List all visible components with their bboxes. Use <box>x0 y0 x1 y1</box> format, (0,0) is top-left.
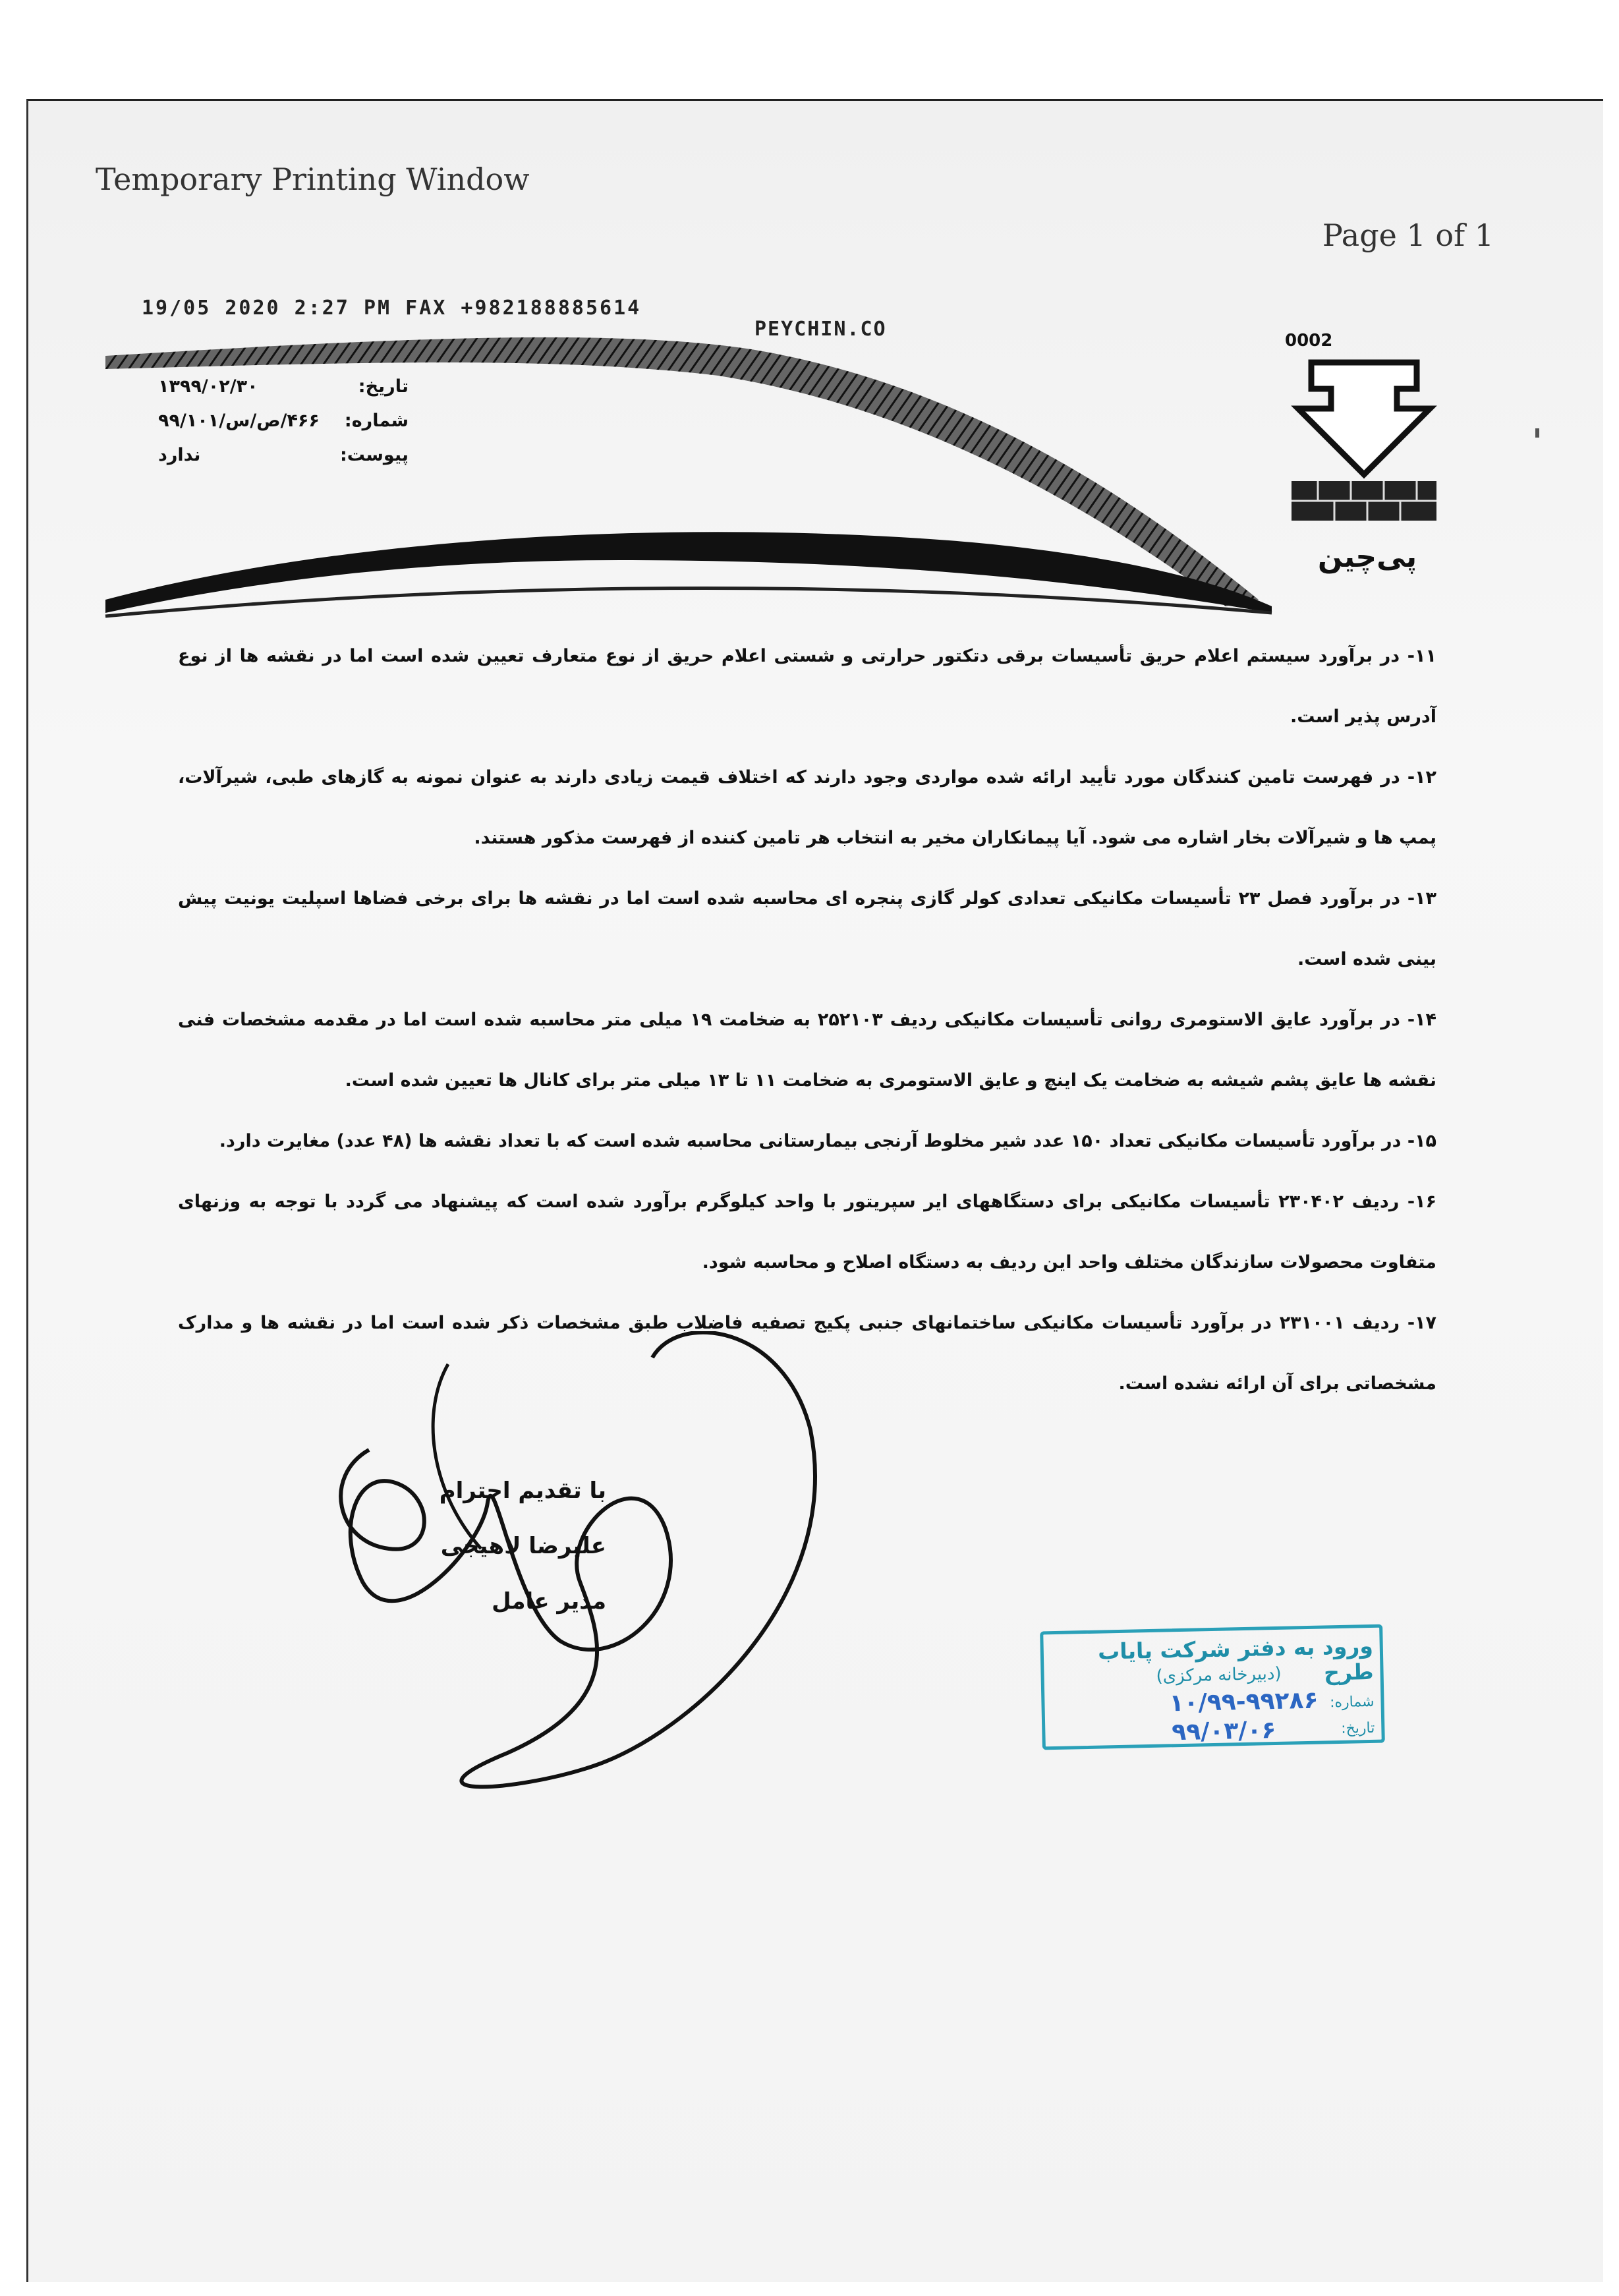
window-title: Temporary Printing Window <box>96 161 530 197</box>
stamp-subtitle: (دبیرخانه مرکزی) <box>1156 1663 1282 1686</box>
meta-attachment-value: ندارد <box>158 444 201 465</box>
company-logo-name: پی‌چین <box>1317 540 1417 574</box>
stamp-date-value: ۹۹/۰۳/۰۶ <box>1171 1717 1276 1746</box>
meta-number-value: ۴۶۶/ص/س/۹۹/۱۰۱ <box>158 410 320 431</box>
scan-margin <box>0 0 1619 99</box>
meta-attachment-label: پیوست: <box>339 444 409 465</box>
stamp-title: ورود به دفتر شرکت پایاب طرح <box>1097 1632 1374 1686</box>
fax-header-line: 19/05 2020 2:27 PM FAX +982188885614 <box>142 297 642 320</box>
meta-date-value: ۱۳۹۹/۰۲/۳۰ <box>158 376 258 397</box>
meta-date-label: تاریخ: <box>358 376 409 397</box>
stamp-date-label: تاریخ: <box>1340 1719 1375 1737</box>
meta-number-label: شماره: <box>344 410 409 431</box>
list-item: ۱۴- در برآورد عایق الاستومری روانی تأسیسات مکانیکی ردیف ۲۵۲۱۰۳ به ضخامت ۱۹ میلی متر محاسبه شده است اما در مقدمه مشخصات فنی نقشه ها عایق پشم شیشه به ضخامت یک اینچ و عایق الاستومری به ضخامت ۱۱ تا ۱۳ میلی متر برای کانال ها تعیین شده است. <box>178 1010 1437 1091</box>
fax-page-number: 0002 <box>1285 331 1333 351</box>
meta-number-row <box>145 403 409 438</box>
list-item: ۱۵- در برآورد تأسیسات مکانیکی تعداد ۱۵۰ عدد شیر مخلوط آرنجی بیمارستانی محاسبه شده است که با تعداد نقشه ها (۴۸ عدد) مغایرت دارد. <box>219 1131 1436 1151</box>
meta-date-row <box>145 369 409 403</box>
letter-meta <box>145 369 409 472</box>
list-item: ۱۲- در فهرست تامین کنندگان مورد تأیید ارائه شده مواردی وجود دارند که اختلاف قیمت زیادی دارند به عنوان نمونه به گازهای طبی، شیرآلات، پمپ ها و شیرآلات بخار اشاره می شود. آیا پیمانکاران مخیر به انتخاب هر تامین کننده از فهرست مذکور هستند. <box>178 767 1436 848</box>
fax-company-name: PEYCHIN.CO <box>754 318 887 341</box>
meta-attachment-row <box>145 438 409 472</box>
list-item: ۱۱- در برآورد سیستم اعلام حریق تأسیسات برقی دتکتور حرارتی و شستی اعلام حریق از نوع متعارف تعیین شده است اما در نقشه ها از نوع آدرس پذیر است. <box>178 646 1436 727</box>
entry-stamp <box>1040 1624 1385 1750</box>
stamp-number-label: شماره: <box>1329 1693 1375 1711</box>
closing-regards: با تقدیم احترام <box>439 1478 606 1504</box>
letter-body <box>178 626 1436 1414</box>
scan-artifact <box>1535 428 1539 438</box>
signer-name: علیرضا لاهیجی <box>440 1533 606 1559</box>
page-indicator: Page 1 of 1 <box>1322 217 1494 253</box>
list-item: ۱۶- ردیف ۲۳۰۴۰۲ تأسیسات مکانیکی برای دستگاههای ایر سپریتور با واحد کیلوگرم برآورد شده است که پیشنهاد می گردد با توجه به وزنهای متفاوت محصولات سازندگان مختلف واحد این ردیف به دستگاه اصلاح و محاسبه شود. <box>178 1191 1436 1273</box>
signer-title: مدیر عامل <box>492 1588 606 1615</box>
closing-block <box>369 1463 606 1629</box>
stamp-number-value: ۱۰/۹۹-۹۹۲۸۶ <box>1169 1686 1319 1717</box>
list-item: ۱۳- در برآورد فصل ۲۳ تأسیسات مکانیکی تعدادی کولر گازی پنجره ای محاسبه شده است اما در نقشه ها برای برخی فضاها اسپلیت یونیت پیش بینی شده است. <box>178 888 1436 969</box>
list-item: ۱۷- ردیف ۲۳۱۰۰۱ در برآورد تأسیسات مکانیکی ساختمانهای جنبی پکیج تصفیه فاضلاب طبق مشخصات ذکر شده است اما در نقشه ها و مدارک مشخصاتی برای آن ارائه نشده است. <box>178 1313 1437 1394</box>
